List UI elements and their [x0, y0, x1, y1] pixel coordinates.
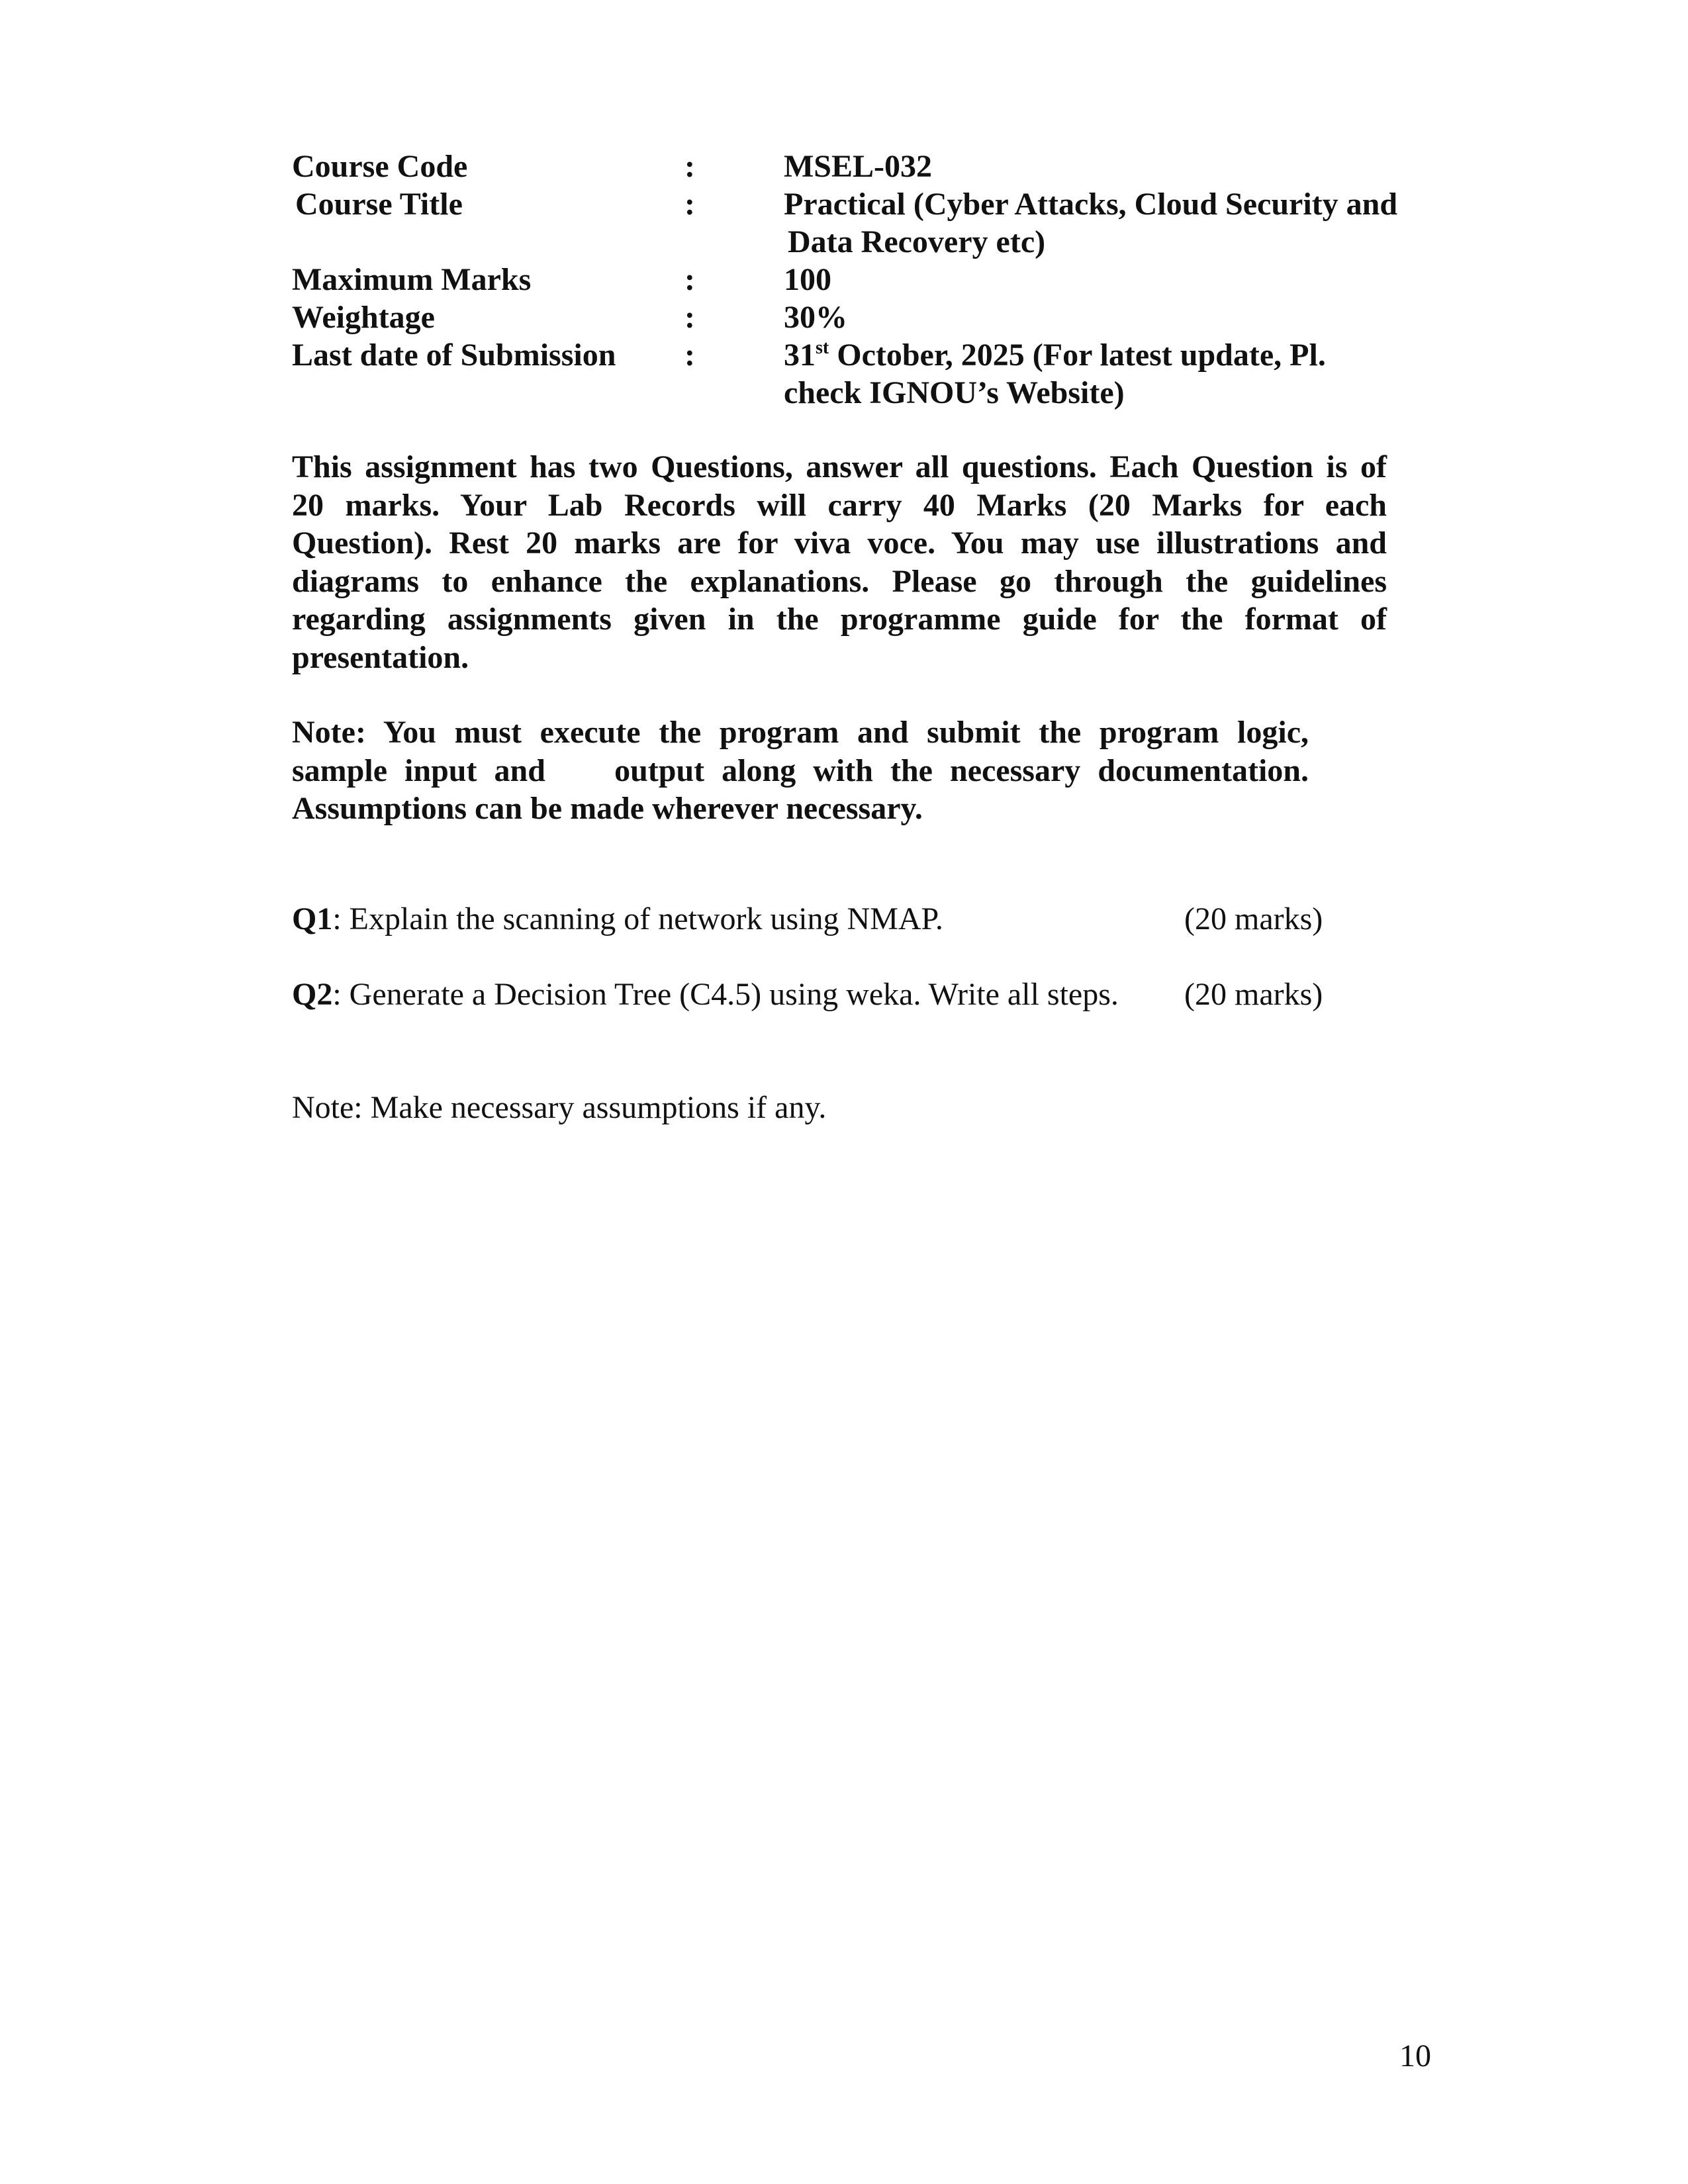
- course-title-value-line1: Practical (Cyber Attacks, Cloud Security and: [784, 187, 1398, 222]
- course-code-label: Course Code: [292, 149, 468, 184]
- last-date-value: [784, 337, 1326, 374]
- max-marks-label: Maximum Marks: [292, 262, 532, 297]
- question-2-text: : Generate a Decision Tree (C4.5) using weka. Write all steps.: [332, 977, 1119, 1012]
- instructions-line: diagrams to enhance the explanations. Please go through the guidelines: [292, 563, 1387, 599]
- course-title-label: Course Title: [295, 187, 463, 222]
- question-1: [292, 901, 1417, 940]
- question-1-text: : Explain the scanning of network using NMAP.: [332, 901, 943, 936]
- note-line: Assumptions can be made wherever necessary.: [292, 791, 923, 826]
- question-2-marks: (20 marks): [1184, 977, 1323, 1012]
- meta-row-last-date: [0, 337, 1688, 377]
- note-line: Note: You must execute the program and submit the program logic,: [292, 715, 1309, 750]
- instructions-line: Question). Rest 20 marks are for viva voce. You may use illustrations and: [292, 525, 1387, 561]
- instructions-line: presentation.: [292, 639, 469, 675]
- max-marks-value: 100: [784, 262, 831, 297]
- last-date-rest: October, 2025 (For latest update, Pl.: [829, 338, 1326, 373]
- course-code-value: MSEL-032: [784, 149, 933, 184]
- question-2: [292, 976, 1417, 1016]
- last-date-label: Last date of Submission: [292, 338, 616, 373]
- meta-row-course-title: [0, 186, 1688, 226]
- page-number: 10: [1399, 2038, 1431, 2073]
- note-paragraph: [292, 713, 1309, 828]
- course-title-value-line2: Data Recovery etc): [788, 224, 1046, 259]
- meta-row-course-code: [0, 148, 1688, 188]
- last-date-separator: :: [684, 338, 695, 373]
- weightage-separator: :: [684, 300, 695, 335]
- instructions-line: regarding assignments given in the programme guide for the format of: [292, 602, 1387, 637]
- course-code-separator: :: [684, 149, 695, 184]
- course-title-separator: :: [684, 187, 695, 222]
- meta-row-max-marks: [0, 261, 1688, 301]
- instructions-line: This assignment has two Questions, answer all questions. Each Question is of: [292, 449, 1387, 484]
- question-1-marks: (20 marks): [1184, 901, 1323, 936]
- note-line: sample input and output along with the necessary documentation.: [292, 752, 1309, 788]
- meta-row-weightage: [0, 299, 1688, 339]
- weightage-label: Weightage: [292, 300, 435, 335]
- last-date-day-suffix: st: [816, 338, 829, 358]
- weightage-value: 30%: [784, 300, 847, 335]
- question-1-label: Q1: [292, 901, 333, 936]
- max-marks-separator: :: [684, 262, 695, 297]
- last-date-value-line2: check IGNOU’s Website): [784, 375, 1125, 410]
- meta-row-last-date-cont: [0, 375, 1688, 414]
- footnote: Note: Make necessary assumptions if any.: [292, 1090, 827, 1125]
- last-date-day: 31: [784, 338, 816, 373]
- instructions-paragraph: [292, 448, 1387, 676]
- question-2-label: Q2: [292, 977, 333, 1012]
- meta-row-course-title-cont: [0, 224, 1688, 263]
- instructions-line: 20 marks. Your Lab Records will carry 40 Marks (20 Marks for each: [292, 487, 1387, 523]
